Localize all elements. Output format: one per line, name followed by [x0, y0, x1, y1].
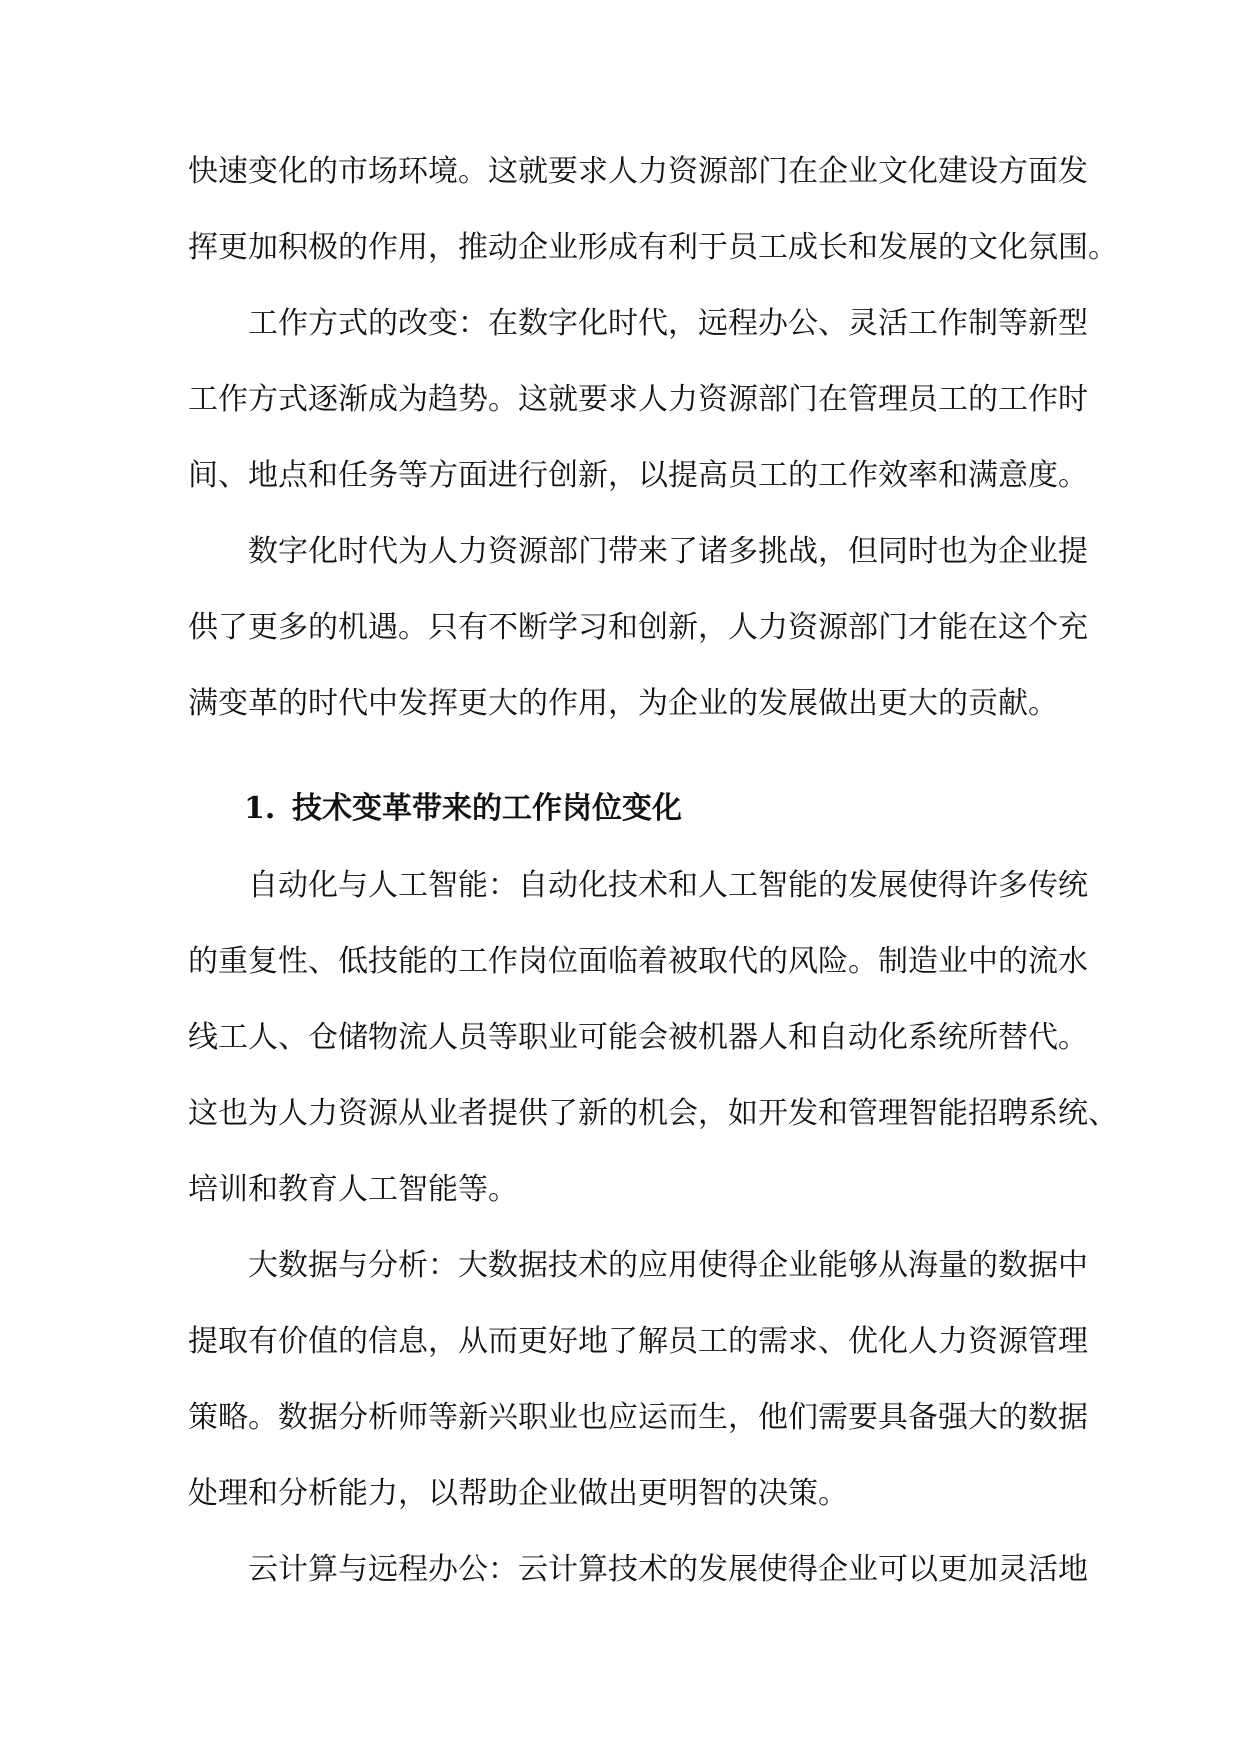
section-heading-title: 技术变革带来的工作岗位变化: [292, 791, 682, 826]
paragraph-line: 大数据与分析：大数据技术的应用使得企业能够从海量的数据中: [248, 1248, 1088, 1283]
paragraph-line: 自动化与人工智能：自动化技术和人工智能的发展使得许多传统: [248, 868, 1088, 903]
paragraph-line: 间、地点和任务等方面进行创新，以提高员工的工作效率和满意度。: [188, 458, 1088, 493]
paragraph-line: 快速变化的市场环境。这就要求人力资源部门在企业文化建设方面发: [188, 154, 1088, 189]
section-heading-number: 1.: [244, 791, 276, 826]
paragraph-line: 这也为人力资源从业者提供了新的机会，如开发和管理智能招聘系统、: [188, 1096, 1118, 1131]
paragraph-line: 数字化时代为人力资源部门带来了诸多挑战，但同时也为企业提: [248, 534, 1088, 569]
paragraph-line: 的重复性、低技能的工作岗位面临着被取代的风险。制造业中的流水: [188, 944, 1088, 979]
paragraph-line: 挥更加积极的作用，推动企业形成有利于员工成长和发展的文化氛围。: [188, 230, 1118, 265]
paragraph-line: 提取有价值的信息，从而更好地了解员工的需求、优化人力资源管理: [188, 1324, 1088, 1359]
paragraph-line: 满变革的时代中发挥更大的作用，为企业的发展做出更大的贡献。: [188, 686, 1058, 721]
paragraph-line: 云计算与远程办公：云计算技术的发展使得企业可以更加灵活地: [248, 1552, 1088, 1587]
paragraph-line: 处理和分析能力，以帮助企业做出更明智的决策。: [188, 1476, 848, 1511]
paragraph-line: 工作方式的改变：在数字化时代，远程办公、灵活工作制等新型: [248, 306, 1088, 341]
paragraph-line: 线工人、仓储物流人员等职业可能会被机器人和自动化系统所替代。: [188, 1020, 1088, 1055]
section-heading: [244, 779, 682, 839]
paragraph-line: 供了更多的机遇。只有不断学习和创新，人力资源部门才能在这个充: [188, 610, 1088, 645]
paragraph-line: 工作方式逐渐成为趋势。这就要求人力资源部门在管理员工的工作时: [188, 382, 1088, 417]
paragraph-line: 培训和教育人工智能等。: [188, 1172, 518, 1207]
paragraph-line: 策略。数据分析师等新兴职业也应运而生，他们需要具备强大的数据: [188, 1400, 1088, 1435]
